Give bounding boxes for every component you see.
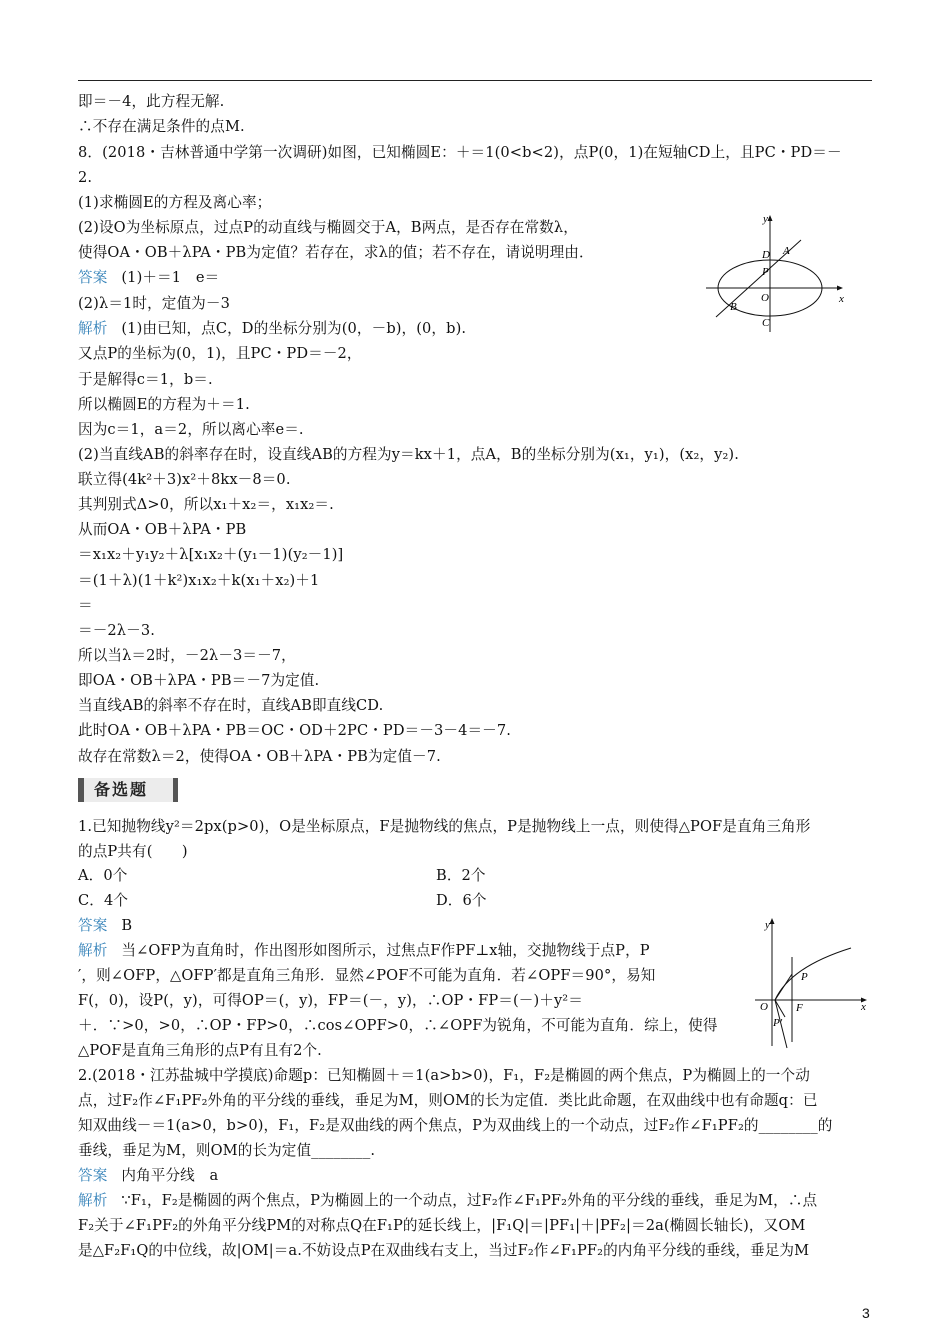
text-line: 因为c＝1，a＝2，所以离心率e＝. bbox=[78, 421, 304, 438]
parabola-figure bbox=[755, 912, 875, 1050]
text-line: ＋．∵>0，>0，∴OP・FP>0，∴cos∠OPF>0，∴∠OPF为锐角，不可能为直角．综上，使得 bbox=[78, 1017, 718, 1034]
x-axis-arrow bbox=[837, 286, 843, 291]
text-line: 联立得(4k²＋3)x²＋8kx－8＝0. bbox=[78, 471, 291, 488]
answer-label: 答案 bbox=[78, 269, 108, 286]
text-line: ＝－2λ－3. bbox=[78, 622, 155, 639]
text-line: 使得OA・OB＋λPA・PB为定值？若存在，求λ的值；若不存在，请说明理由． bbox=[78, 244, 594, 261]
option-d: D．6个 bbox=[436, 892, 487, 909]
header-rule bbox=[78, 80, 872, 81]
segment-op bbox=[775, 974, 792, 1000]
answer-text: 内角平分线 a bbox=[121, 1167, 219, 1184]
text-line: (2)λ＝1时，定值为－3 bbox=[78, 295, 230, 312]
x-label: x bbox=[839, 293, 844, 305]
label-d: D bbox=[762, 249, 770, 261]
problem-8-text: 8．(2018・吉林普通中学第一次调研)如图，已知椭圆E：＋＝1(0<b<2)，点P(0，1)在短轴CD上，且PC・PD＝－ bbox=[78, 144, 842, 161]
analysis-label: 解析 bbox=[78, 1192, 108, 1209]
label-a: A bbox=[783, 245, 790, 257]
text-line: 所以当λ＝2时，－2λ－3＝－7， bbox=[78, 647, 296, 664]
text-line: 即OA・OB＋λPA・PB＝－7为定值. bbox=[78, 672, 320, 689]
text-line: (2)当直线AB的斜率存在时，设直线AB的方程为y＝kx＋1，点A，B的坐标分别为(x₁，y₁)，(x₂，y₂). bbox=[78, 446, 739, 463]
analysis-label: 解析 bbox=[78, 320, 108, 337]
section-header-bar bbox=[78, 778, 84, 802]
text-line: 于是解得c＝1，b＝. bbox=[78, 371, 213, 388]
label-f: F bbox=[796, 1002, 803, 1014]
text-line: 是△F₂F₁Q的中位线，故|OM|＝a.不妨设点P在双曲线右支上，当过F₂作∠F₁PF₂的内角平分线的垂线，垂足为M bbox=[78, 1242, 810, 1259]
text-line: 此时OA・OB＋λPA・PB＝OC・OD＋2PC・PD＝－3－4＝－7. bbox=[78, 722, 511, 739]
answer-line bbox=[78, 916, 132, 936]
text-line: 知双曲线－＝1(a>0，b>0)，F₁，F₂是双曲线的两个焦点，P为双曲线上的一个动点，过F₂作∠F₁PF₂的________的 bbox=[78, 1117, 833, 1134]
label-p: P bbox=[762, 266, 769, 278]
option-b: B．2个 bbox=[436, 867, 486, 884]
text-line: 点，过F₂作∠F₁PF₂外角的平分线的垂线，垂足为M，则OM的长为定值．类比此命题，在双曲线中也有命题q：已 bbox=[78, 1092, 818, 1109]
text-line: ＝(1＋λ)(1＋k²)x₁x₂＋k(x₁＋x₂)＋1 bbox=[78, 572, 320, 589]
text-line: (1)求椭圆E的方程及离心率； bbox=[78, 194, 272, 211]
text-line: (2)设O为坐标原点，过点P的动直线与椭圆交于A，B两点，是否存在常数λ， bbox=[78, 219, 578, 236]
text-line: 2. bbox=[78, 169, 93, 186]
y-axis-arrow bbox=[770, 918, 775, 924]
text-line: △POF是直角三角形的点P有且有2个. bbox=[78, 1042, 322, 1059]
label-o: O bbox=[761, 292, 769, 304]
section-header-bar bbox=[173, 778, 178, 802]
x-label: x bbox=[861, 1001, 866, 1013]
label-c: C bbox=[762, 317, 770, 329]
answer-text: B bbox=[121, 917, 133, 934]
parabola-upper bbox=[775, 948, 851, 1000]
text-line: F₂关于∠F₁PF₂的外角平分线PM的对称点Q在F₁P的延长线上，|F₁Q|＝|PF₁|＋|PF₂|＝2a(椭圆长轴长)，又OM bbox=[78, 1217, 806, 1234]
text-line: 即＝－4，此方程无解. bbox=[78, 93, 225, 110]
section-title: 备选题 bbox=[94, 780, 149, 799]
text-line: 其判别式Δ>0，所以x₁＋x₂＝，x₁x₂＝. bbox=[78, 496, 334, 513]
question-2-text: 2.(2018・江苏盐城中学摸底)命题p：已知椭圆＋＝1(a>b>0)，F₁，F₂是椭圆的两个焦点，P为椭圆上的一个动 bbox=[78, 1067, 810, 1084]
text-line: ＝ bbox=[78, 597, 93, 614]
text-line: 当直线AB的斜率不存在时，直线AB即直线CD. bbox=[78, 697, 384, 714]
answer-text: (1)＋＝1 e＝ bbox=[121, 269, 220, 286]
text-line: 又点P的坐标为(0，1)，且PC・PD＝－2， bbox=[78, 345, 362, 362]
y-axis-arrow bbox=[768, 215, 773, 221]
text-line: ∴不存在满足条件的点M. bbox=[78, 118, 245, 135]
answer-line bbox=[78, 268, 219, 288]
y-label: y bbox=[763, 213, 768, 225]
segment-op2 bbox=[775, 1000, 785, 1017]
text-line: 垂线，垂足为M，则OM的长为定值________. bbox=[78, 1142, 376, 1159]
analysis-line bbox=[78, 1191, 817, 1211]
label-p: P bbox=[801, 971, 808, 983]
answer-line bbox=[78, 1166, 218, 1186]
text-line: 故存在常数λ＝2，使得OA・OB＋λPA・PB为定值－7. bbox=[78, 748, 441, 765]
label-p-prime: P′ bbox=[773, 1017, 783, 1029]
text-line: ′，则∠OFP，△OFP′都是直角三角形．显然∠POF不可能为直角．若∠OPF＝90°，易知 bbox=[78, 967, 656, 984]
analysis-text: (1)由已知，点C，D的坐标分别为(0，－b)，(0，b). bbox=[121, 320, 467, 337]
analysis-text: 当∠OFP为直角时，作出图形如图所示，过焦点F作PF⊥x轴，交抛物线于点P，P bbox=[121, 942, 650, 959]
option-c: C．4个 bbox=[78, 892, 129, 909]
analysis-line bbox=[78, 319, 466, 339]
page-number: 3 bbox=[862, 1305, 870, 1321]
analysis-line bbox=[78, 941, 650, 961]
label-o: O bbox=[760, 1001, 768, 1013]
text-line: ＝x₁x₂＋y₁y₂＋λ[x₁x₂＋(y₁－1)(y₂－1)] bbox=[78, 546, 344, 563]
question-1-text: 1.已知抛物线y²＝2px(p>0)，O是坐标原点，F是抛物线的焦点，P是抛物线上一点，则使得△POF是直角三角形 bbox=[78, 818, 811, 835]
text-line: F(，0)，设P(，y)，可得OP＝(，y)，FP＝(－，y)，∴OP・FP＝(－)＋y²＝ bbox=[78, 992, 583, 1009]
option-a: A．0个 bbox=[78, 867, 128, 884]
section-header bbox=[78, 778, 178, 802]
analysis-text: ∵F₁，F₂是椭圆的两个焦点，P为椭圆上的一个动点，过F₂作∠F₁PF₂外角的平分线的垂线，垂足为M，∴点 bbox=[121, 1192, 818, 1209]
text-line: 所以椭圆E的方程为＋＝1. bbox=[78, 396, 250, 413]
answer-label: 答案 bbox=[78, 917, 108, 934]
answer-label: 答案 bbox=[78, 1167, 108, 1184]
text-line: 从而OA・OB＋λPA・PB bbox=[78, 521, 247, 538]
label-b: B bbox=[730, 301, 737, 313]
analysis-label: 解析 bbox=[78, 942, 108, 959]
ellipse-figure bbox=[706, 210, 856, 335]
y-label: y bbox=[765, 919, 770, 931]
text-line: 的点P共有( ) bbox=[78, 843, 188, 860]
